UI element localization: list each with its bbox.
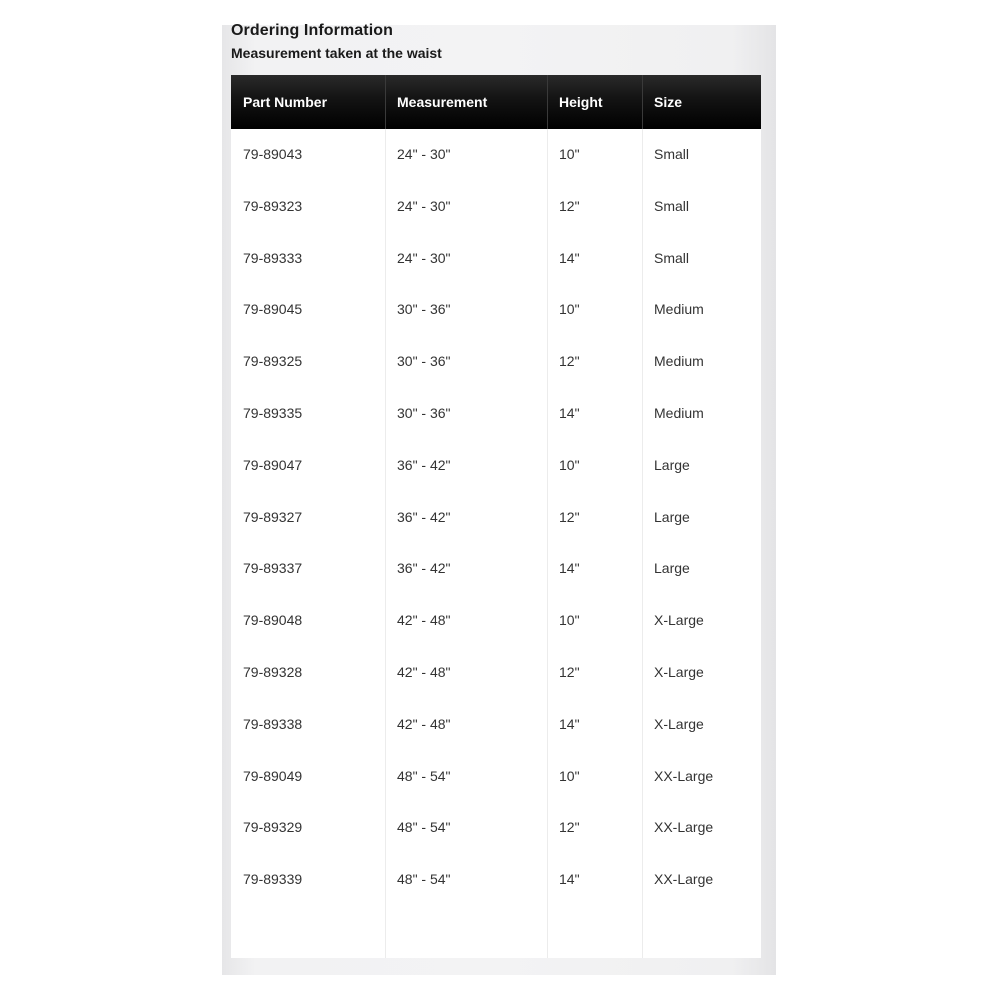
cell-measurement: 48" - 54": [397, 871, 451, 888]
cell-part-number: 79-89047: [243, 456, 303, 473]
cell-measurement: 24" - 30": [397, 249, 451, 266]
header-divider: [547, 75, 548, 129]
cell-height: 14": [559, 871, 580, 888]
cell-height: 10": [559, 612, 580, 629]
cell-size: X-Large: [654, 715, 704, 732]
cell-part-number: 79-89045: [243, 301, 303, 318]
cell-size: Small: [654, 197, 690, 214]
column-header-measurement: Measurement: [397, 94, 488, 110]
cell-part-number: 79-89339: [243, 871, 303, 888]
table-row: [231, 440, 761, 492]
cell-part-number: 79-89043: [243, 146, 303, 162]
column-header-height: Height: [559, 94, 603, 110]
cell-height: 10": [559, 456, 580, 473]
cell-size: XX-Large: [654, 819, 714, 836]
table-row: [231, 854, 761, 906]
cell-height: 14": [559, 560, 580, 577]
table-row: [231, 751, 761, 803]
cell-size: XX-Large: [654, 767, 714, 784]
cell-part-number: 79-89333: [243, 249, 303, 266]
cell-measurement: 24" - 30": [397, 146, 451, 162]
cell-measurement: 30" - 36": [397, 353, 451, 370]
table-row: [231, 543, 761, 595]
cell-size: Medium: [654, 353, 704, 370]
cell-height: 10": [559, 146, 580, 162]
cell-part-number: 79-89048: [243, 612, 303, 629]
cell-measurement: 48" - 54": [397, 767, 451, 784]
table-row: [231, 595, 761, 647]
page-title: Ordering Information: [231, 22, 393, 39]
cell-measurement: 42" - 48": [397, 715, 451, 732]
table-row: [231, 647, 761, 699]
table-row: [231, 388, 761, 440]
cell-part-number: 79-89329: [243, 819, 303, 836]
table-row: [231, 233, 761, 285]
cell-measurement: 42" - 48": [397, 663, 451, 680]
header-divider: [385, 75, 386, 129]
cell-height: 14": [559, 249, 580, 266]
cell-height: 12": [559, 508, 580, 525]
cell-size: Large: [654, 508, 690, 525]
cell-measurement: 36" - 42": [397, 456, 451, 473]
table-row: [231, 129, 761, 181]
cell-part-number: 79-89049: [243, 767, 303, 784]
cell-measurement: 42" - 48": [397, 612, 451, 629]
cell-height: 14": [559, 715, 580, 732]
cell-height: 12": [559, 353, 580, 370]
table-row: [231, 802, 761, 854]
cell-size: Small: [654, 249, 690, 266]
cell-size: X-Large: [654, 663, 704, 680]
cell-part-number: 79-89335: [243, 404, 303, 421]
cell-part-number: 79-89328: [243, 663, 303, 680]
cell-part-number: 79-89323: [243, 197, 303, 214]
cell-measurement: 30" - 36": [397, 301, 451, 318]
table-row: [231, 336, 761, 388]
cell-measurement: 36" - 42": [397, 560, 451, 577]
cell-height: 10": [559, 301, 580, 318]
cell-part-number: 79-89337: [243, 560, 303, 577]
cell-size: Large: [654, 560, 690, 577]
table-row: [231, 284, 761, 336]
cell-size: Small: [654, 146, 690, 162]
cell-height: 10": [559, 767, 580, 784]
cell-part-number: 79-89325: [243, 353, 303, 370]
cell-size: Medium: [654, 404, 704, 421]
table-header: [231, 75, 761, 129]
cell-height: 12": [559, 197, 580, 214]
cell-measurement: 30" - 36": [397, 404, 451, 421]
cell-height: 14": [559, 404, 580, 421]
table-row: [231, 699, 761, 751]
page-subtitle: Measurement taken at the waist: [231, 45, 442, 61]
cell-size: X-Large: [654, 612, 704, 629]
cell-height: 12": [559, 819, 580, 836]
cell-measurement: 24" - 30": [397, 197, 451, 214]
cell-size: Large: [654, 456, 690, 473]
cell-part-number: 79-89327: [243, 508, 303, 525]
cell-size: Medium: [654, 301, 704, 318]
table-body: [231, 129, 761, 906]
column-header-part-number: Part Number: [243, 94, 328, 110]
table-row: [231, 492, 761, 544]
table-row: [231, 181, 761, 233]
cell-measurement: 48" - 54": [397, 819, 451, 836]
header-divider: [642, 75, 643, 129]
cell-part-number: 79-89338: [243, 715, 303, 732]
column-header-size: Size: [654, 94, 683, 110]
ordering-table: [231, 75, 761, 958]
cell-size: XX-Large: [654, 871, 714, 888]
cell-height: 12": [559, 663, 580, 680]
cell-measurement: 36" - 42": [397, 508, 451, 525]
